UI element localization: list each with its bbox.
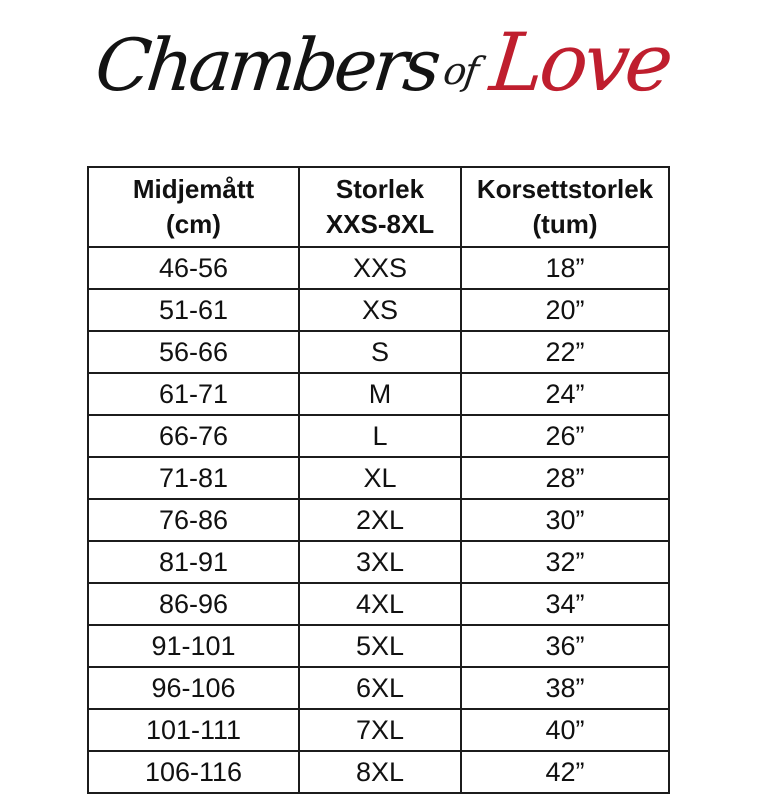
cell-waist: 86-96 xyxy=(88,583,299,625)
cell-corset-size: 22” xyxy=(461,331,669,373)
cell-corset-size: 18” xyxy=(461,247,669,289)
cell-corset-size: 28” xyxy=(461,457,669,499)
table-row xyxy=(88,667,669,709)
cell-corset-size: 36” xyxy=(461,625,669,667)
table-header-row xyxy=(88,167,669,247)
header-corset-line2: (tum) xyxy=(532,209,598,239)
table-row xyxy=(88,331,669,373)
header-waist-line2: (cm) xyxy=(166,209,221,239)
cell-size: S xyxy=(299,331,461,373)
cell-waist: 91-101 xyxy=(88,625,299,667)
header-cell-corset-size xyxy=(461,167,669,247)
cell-waist: 61-71 xyxy=(88,373,299,415)
cell-corset-size: 34” xyxy=(461,583,669,625)
header-cell-waist xyxy=(88,167,299,247)
cell-waist: 51-61 xyxy=(88,289,299,331)
cell-size: 5XL xyxy=(299,625,461,667)
table-row xyxy=(88,457,669,499)
table-row xyxy=(88,499,669,541)
logo-text-love: Love xyxy=(485,16,674,109)
header-size-line2: XXS-8XL xyxy=(325,209,435,239)
table-row xyxy=(88,541,669,583)
cell-size: 4XL xyxy=(299,583,461,625)
logo-text-of: of xyxy=(441,49,481,93)
size-chart-table xyxy=(87,166,670,794)
header-cell-size xyxy=(299,167,461,247)
table-row xyxy=(88,583,669,625)
cell-waist: 106-116 xyxy=(88,751,299,793)
header-waist-line1: Midjemått xyxy=(132,173,255,204)
cell-corset-size: 30” xyxy=(461,499,669,541)
table-row xyxy=(88,709,669,751)
cell-waist: 76-86 xyxy=(88,499,299,541)
cell-corset-size: 26” xyxy=(461,415,669,457)
table-row xyxy=(88,625,669,667)
cell-corset-size: 32” xyxy=(461,541,669,583)
cell-waist: 101-111 xyxy=(88,709,299,751)
logo-text-chambers: Chambers xyxy=(91,23,442,107)
cell-corset-size: 24” xyxy=(461,373,669,415)
cell-size: L xyxy=(299,415,461,457)
cell-waist: 96-106 xyxy=(88,667,299,709)
table-row xyxy=(88,373,669,415)
cell-size: 3XL xyxy=(299,541,461,583)
cell-size: XS xyxy=(299,289,461,331)
cell-corset-size: 20” xyxy=(461,289,669,331)
cell-size: XL xyxy=(299,457,461,499)
cell-size: 8XL xyxy=(299,751,461,793)
cell-size: 6XL xyxy=(299,667,461,709)
cell-size: M xyxy=(299,373,461,415)
table-row xyxy=(88,751,669,793)
cell-corset-size: 42” xyxy=(461,751,669,793)
cell-waist: 71-81 xyxy=(88,457,299,499)
table-row xyxy=(88,247,669,289)
cell-corset-size: 40” xyxy=(461,709,669,751)
cell-waist: 46-56 xyxy=(88,247,299,289)
cell-corset-size: 38” xyxy=(461,667,669,709)
cell-waist: 56-66 xyxy=(88,331,299,373)
cell-waist: 66-76 xyxy=(88,415,299,457)
header-size-line1: Storlek xyxy=(335,173,425,204)
table-row xyxy=(88,415,669,457)
brand-logo xyxy=(0,16,765,109)
cell-waist: 81-91 xyxy=(88,541,299,583)
cell-size: 7XL xyxy=(299,709,461,751)
table-row xyxy=(88,289,669,331)
cell-size: 2XL xyxy=(299,499,461,541)
header-corset-line1: Korsettstorlek xyxy=(476,173,654,204)
cell-size: XXS xyxy=(299,247,461,289)
